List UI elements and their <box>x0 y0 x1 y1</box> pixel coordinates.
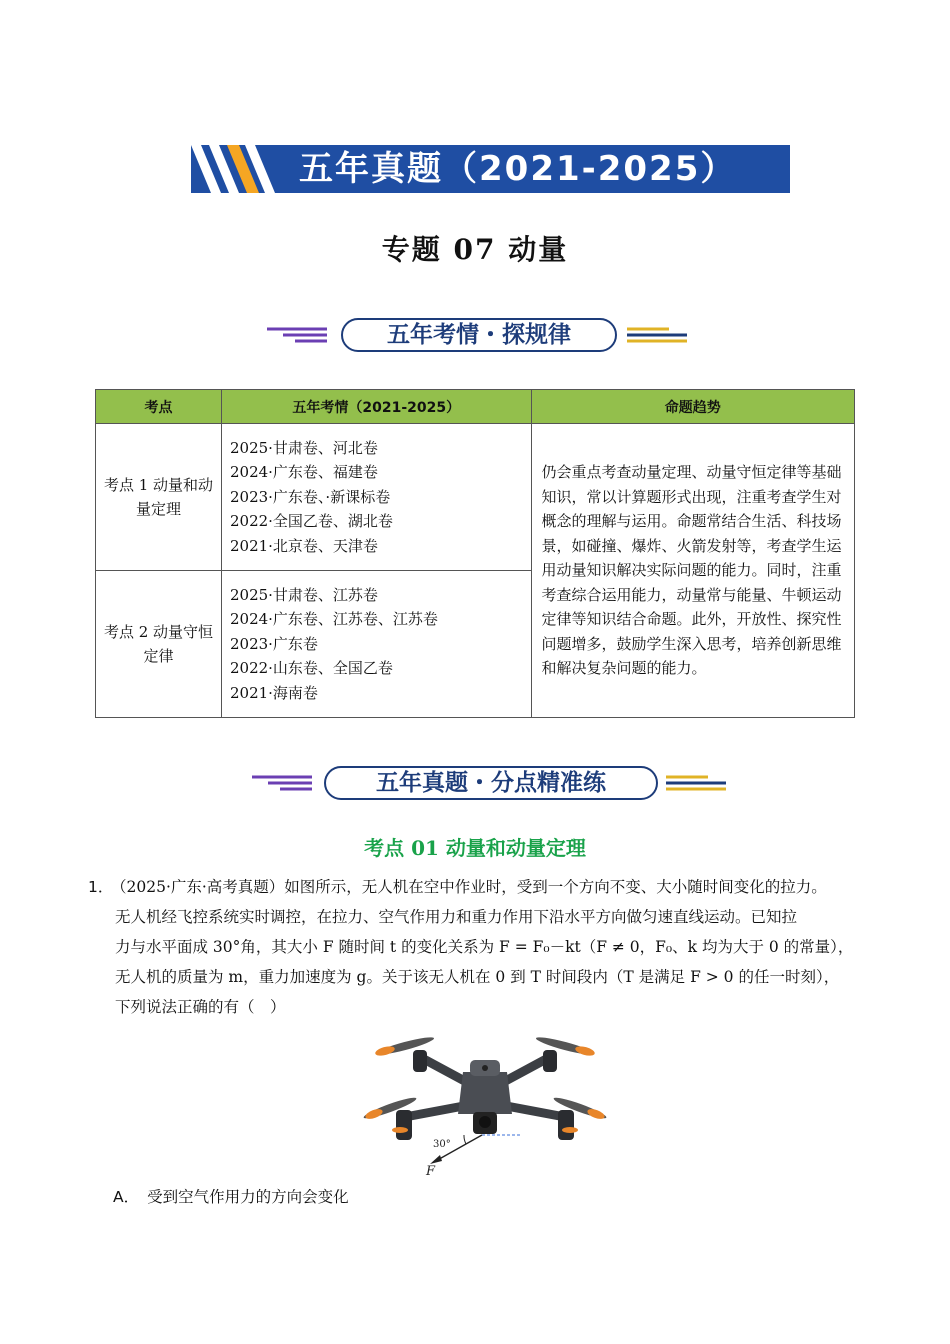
question-line: 下列说法正确的有（ ） <box>115 998 286 1016</box>
banner-title: 五年真题（2021-2025） <box>299 149 737 189</box>
year-item: 2023·广东卷 <box>229 634 318 653</box>
subject-title: 专题 07 动量 <box>381 233 569 266</box>
kaodian-cell <box>96 424 222 571</box>
section-header-1 <box>265 318 690 352</box>
year-item: 2021·海南卷 <box>229 683 318 702</box>
table-header-kaodian: 考点 <box>96 390 222 424</box>
left-lines-icon <box>265 326 331 344</box>
year-item: 2024·广东卷、福建卷 <box>229 463 378 482</box>
year-item: 2025·甘肃卷、河北卷 <box>229 438 378 457</box>
question-line: （2025·广东·高考真题）如图所示，无人机在空中作业时，受到一个方向不变、大小随时间变化的拉力。 <box>111 878 827 896</box>
angle-label: 30° <box>433 1139 451 1150</box>
right-lines-icon <box>664 774 730 792</box>
question-stem <box>111 872 888 1022</box>
kaodian-label: 考点 1 动量和动量定理 <box>103 476 214 518</box>
option-a-label: A． <box>113 1188 140 1206</box>
question-line: 力与水平面成 30°角，其大小 F 随时间 t 的变化关系为 F = F₀－kt（F ≠ 0，F₀、k 均为大于 0 的常量）， <box>115 938 854 956</box>
question-line: 无人机经飞控系统实时调控，在拉力、空气作用力和重力作用下沿水平方向做匀速直线运动。已知拉 <box>115 908 798 926</box>
option-a-text: 受到空气作用力的方向会变化 <box>147 1188 349 1206</box>
kaodian-cell <box>96 571 222 718</box>
question-1 <box>88 872 888 1022</box>
force-label: F <box>426 1164 436 1179</box>
table-header-trend: 命题趋势 <box>531 390 855 424</box>
question-number: 1． <box>88 878 114 896</box>
section-header-2 <box>250 766 730 800</box>
drone-figure <box>360 1022 610 1182</box>
kaodian-title: 考点 01 动量和动量定理 <box>364 836 586 860</box>
table-header-row <box>96 390 855 424</box>
option-a[interactable] <box>113 1185 349 1207</box>
banner-stripes-icon <box>191 145 301 193</box>
section-label-2: 五年真题・分点精准练 <box>324 766 658 800</box>
question-line: 无人机的质量为 m，重力加速度为 g。关于该无人机在 0 到 T 时间段内（T 是满足 F > 0 的任一时刻）， <box>115 968 840 986</box>
trend-table <box>95 389 855 718</box>
year-item: 2021·北京卷、天津卷 <box>229 536 378 555</box>
year-item: 2025·甘肃卷、江苏卷 <box>229 585 378 604</box>
year-item: 2022·山东卷、全国乙卷 <box>229 659 393 678</box>
year-item: 2024·广东卷、江苏卷、江苏卷 <box>229 610 438 629</box>
trend-cell: 仍会重点考查动量定理、动量守恒定律等基础知识，常以计算题形式出现，注重考查学生对概念的理解与运用。命题常结合生活、科技场景，如碰撞、爆炸、火箭发射等，考查学生运用动量知识解决实际问题的能力。同时，注重考查综合运用能力，动量常与能量、牛顿运动定律等知识结合命题。此外，开放性、探究性问题增多，鼓励学生深入思考，培养创新思维和解决复杂问题的能力。 <box>531 424 855 718</box>
section-label-1: 五年考情・探规律 <box>341 318 617 352</box>
year-item: 2022·全国乙卷、湖北卷 <box>229 512 393 531</box>
table-header-years: 五年考情（2021-2025） <box>221 390 531 424</box>
table-row <box>96 424 855 571</box>
right-lines-icon <box>625 326 691 344</box>
drone-icon <box>362 1034 607 1140</box>
left-lines-icon <box>250 774 316 792</box>
kaodian-label: 考点 2 动量守恒定律 <box>103 623 214 665</box>
year-item: 2023·广东卷、·新课标卷 <box>229 487 391 506</box>
years-cell <box>221 571 531 718</box>
years-cell <box>221 424 531 571</box>
title-banner <box>191 145 790 193</box>
